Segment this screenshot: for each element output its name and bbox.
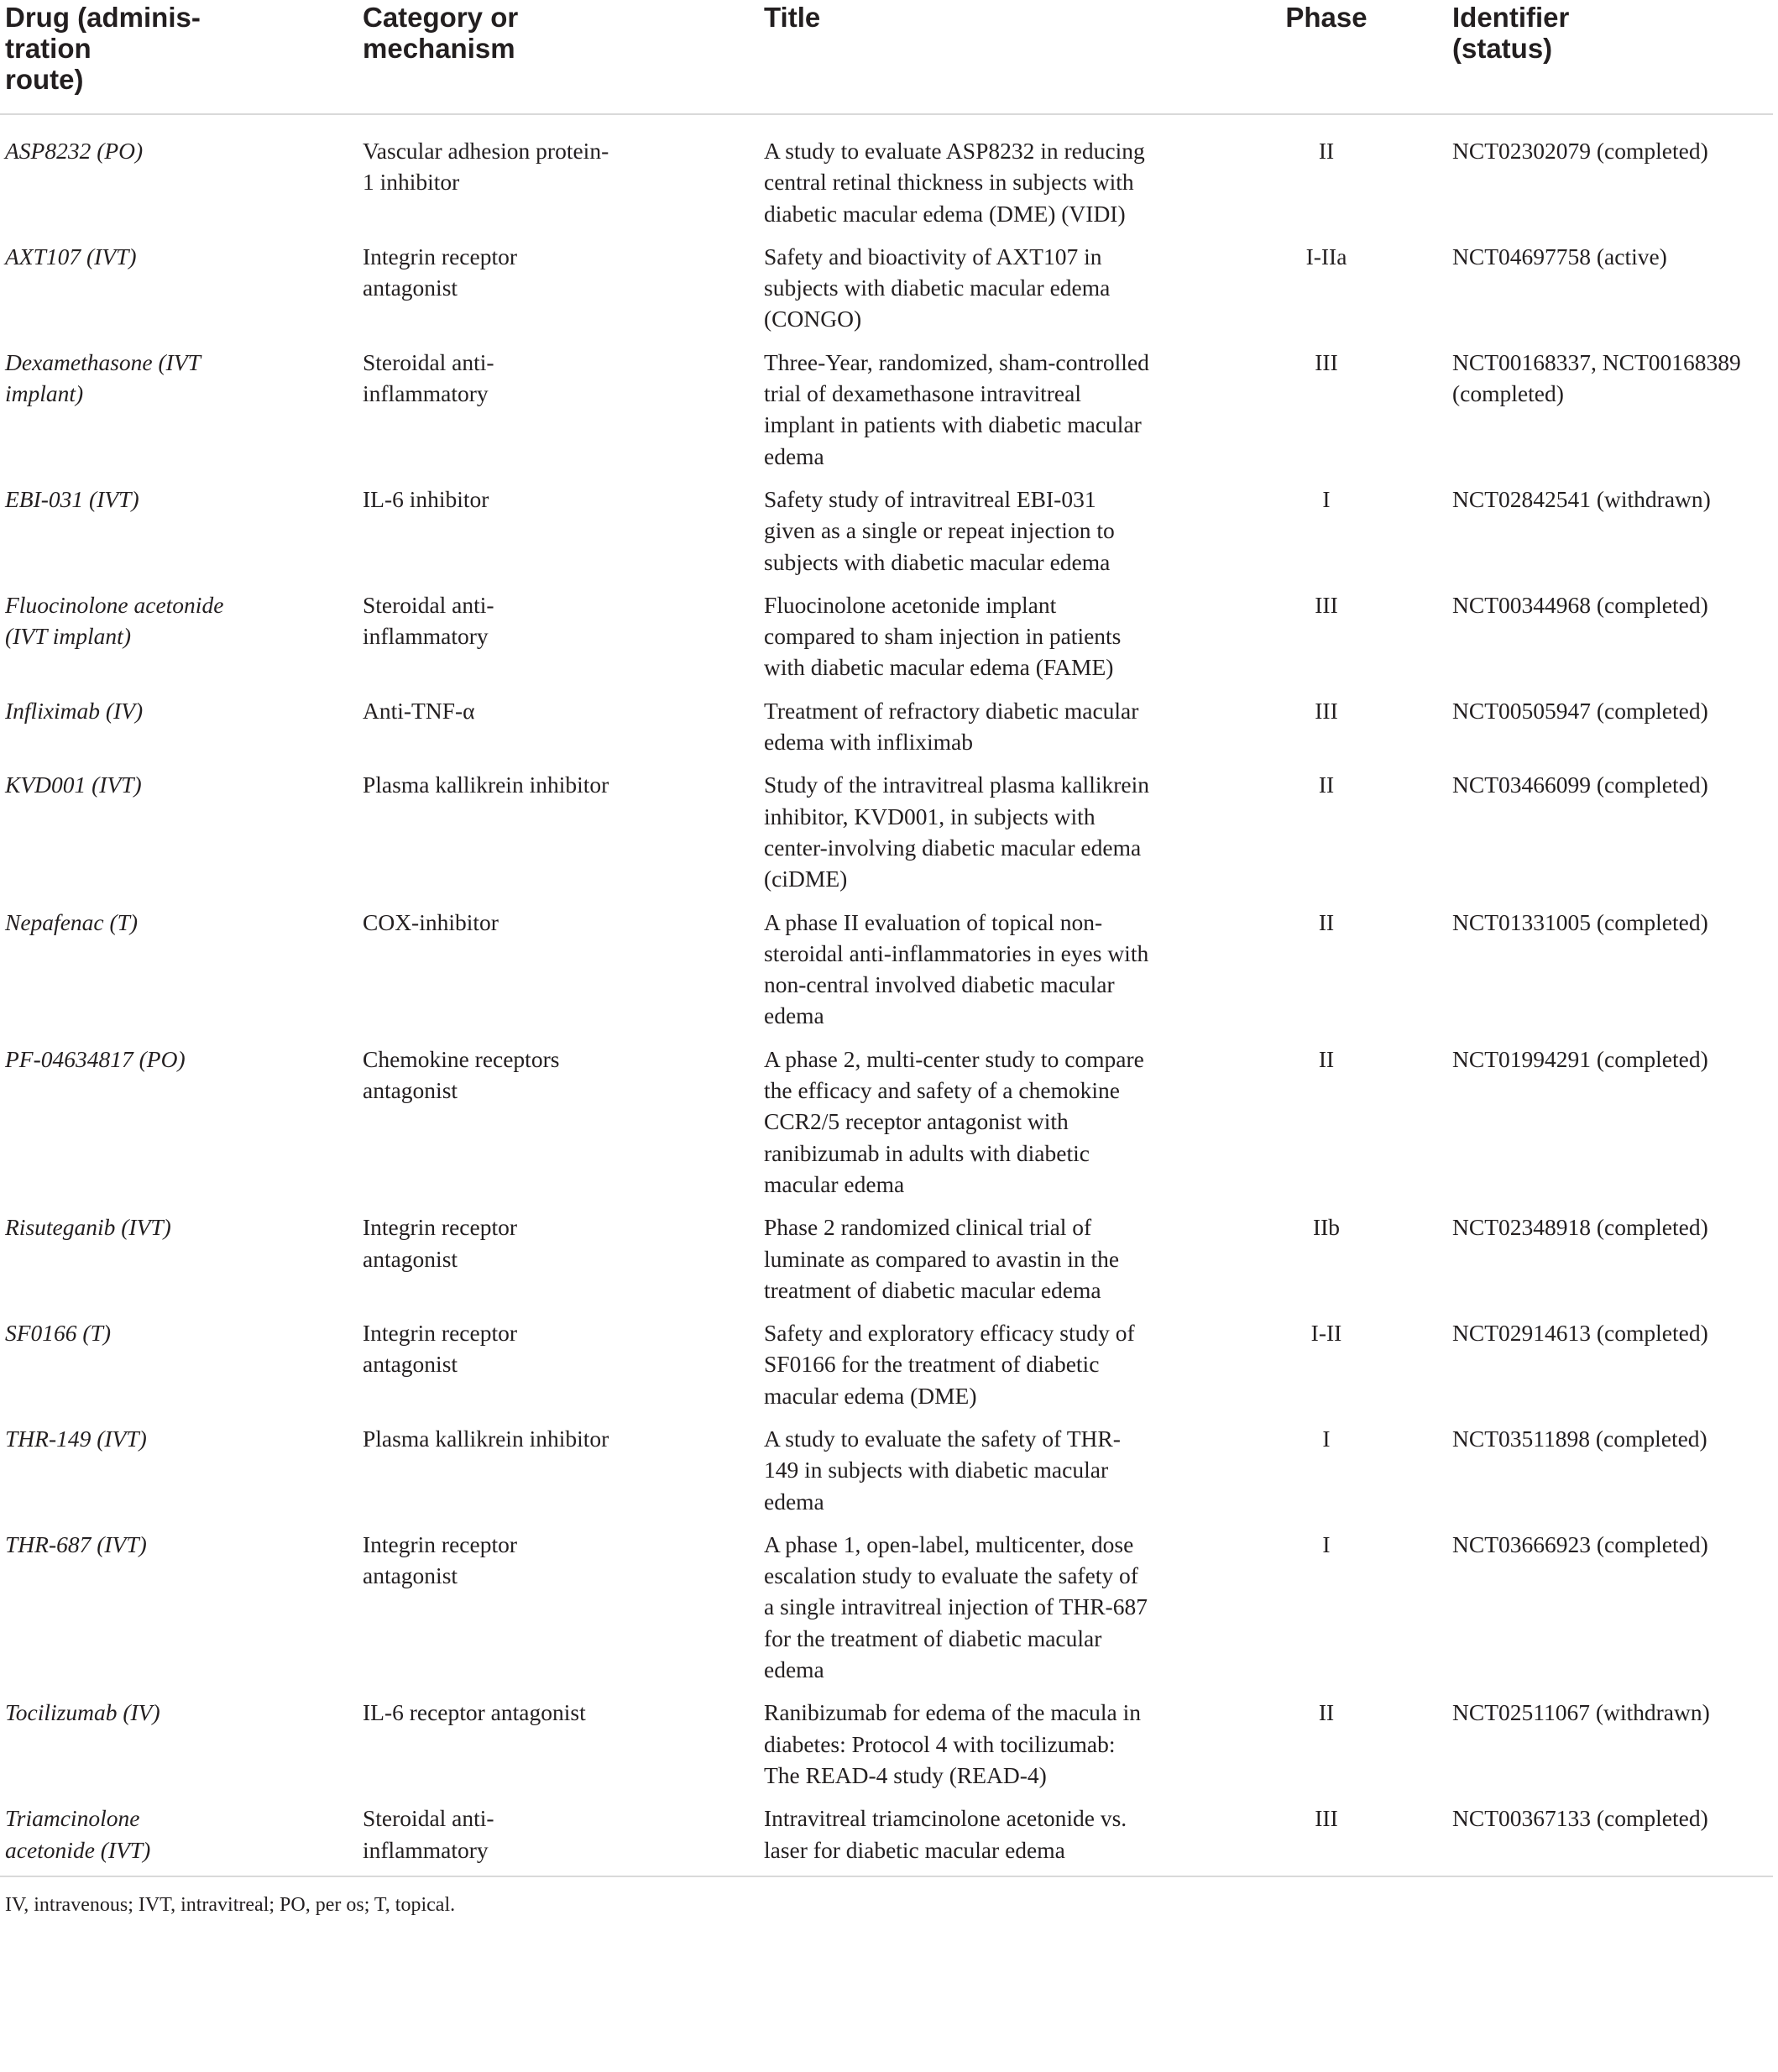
cell-drug-text: PF-04634817 (PO) — [5, 1045, 186, 1072]
cell-drug-text: Nepafenac (T) — [5, 908, 139, 935]
header-phase-label: Phase — [1285, 2, 1367, 33]
cell-phase — [1200, 1423, 1452, 1529]
cell-title — [764, 347, 1200, 484]
cell-phase — [1200, 1317, 1452, 1423]
cell-identifier-text: NCT01994291 (completed) — [1452, 1045, 1708, 1072]
cell-title-text: Study of the intravitreal plasma kallikrein inhibitor, KVD001, in subjects with center-involving diabetic macular edema (ciDME) — [764, 772, 1149, 892]
cell-identifier-text: NCT00168337, NCT00168389 (completed) — [1452, 348, 1741, 407]
table-row — [0, 1044, 1773, 1211]
cell-category-text: Chemokine receptors antagonist — [363, 1045, 560, 1104]
cell-title — [764, 241, 1200, 347]
table-row — [0, 484, 1773, 589]
cell-phase — [1200, 484, 1452, 589]
table-row — [0, 695, 1773, 770]
cell-drug — [0, 347, 363, 484]
table-row — [0, 1697, 1773, 1803]
cell-title-text: A phase 2, multi-center study to compare the efficacy and safety of a chemokine CCR2/5 receptor antagonist with ranibizumab in adults with diabetic macular edema — [764, 1045, 1144, 1197]
cell-title-text: Safety and bioactivity of AXT107 in subjects with diabetic macular edema (CONGO) — [764, 243, 1111, 332]
header-title-label: Title — [764, 2, 821, 33]
cell-category — [363, 1044, 764, 1211]
cell-category — [363, 1803, 764, 1876]
cell-drug-text: Triamcinolone acetonide (IVT) — [5, 1805, 151, 1863]
table-row — [0, 589, 1773, 695]
cell-title-text: Phase 2 randomized clinical trial of luminate as compared to avastin in the treatment of diabetic macular edema — [764, 1214, 1120, 1303]
cell-drug — [0, 1697, 363, 1803]
cell-identifier — [1452, 907, 1773, 1044]
cell-phase-text: I-IIa — [1305, 243, 1347, 269]
cell-phase — [1200, 1803, 1452, 1876]
cell-category-text: IL-6 receptor antagonist — [363, 1699, 586, 1726]
cell-identifier — [1452, 1697, 1773, 1803]
cell-drug — [0, 1423, 363, 1529]
cell-identifier — [1452, 769, 1773, 906]
cell-phase — [1200, 589, 1452, 695]
cell-title — [764, 1529, 1200, 1697]
cell-title-text: Three-Year, randomized, sham-controlled trial of dexamethasone intravitreal implant in patients with diabetic macular edema — [764, 348, 1149, 469]
cell-drug-text: THR-687 (IVT) — [5, 1530, 147, 1557]
cell-phase-text: I — [1322, 485, 1331, 512]
cell-drug — [0, 589, 363, 695]
cell-drug — [0, 907, 363, 1044]
cell-phase — [1200, 1697, 1452, 1803]
cell-phase-text: I — [1322, 1530, 1331, 1557]
cell-title — [764, 907, 1200, 1044]
cell-drug-text: THR-149 (IVT) — [5, 1425, 147, 1452]
cell-drug-text: Dexamethasone (IVT implant) — [5, 348, 201, 407]
cell-category-text: COX-inhibitor — [363, 908, 499, 935]
cell-identifier — [1452, 1211, 1773, 1317]
cell-phase-text: I — [1322, 1425, 1331, 1452]
cell-identifier — [1452, 241, 1773, 347]
cell-phase — [1200, 241, 1452, 347]
cell-title — [764, 1044, 1200, 1211]
cell-title-text: Safety and exploratory efficacy study of SF0166 for the treatment of diabetic macular edema (DME) — [764, 1320, 1135, 1409]
table-row — [0, 769, 1773, 906]
cell-phase-text: II — [1318, 1045, 1335, 1072]
cell-phase — [1200, 1044, 1452, 1211]
cell-title — [764, 1423, 1200, 1529]
header-category-label: Category or mechanism — [363, 2, 519, 64]
cell-drug-text: Tocilizumab (IV) — [5, 1699, 160, 1726]
cell-category — [363, 1317, 764, 1423]
cell-title — [764, 484, 1200, 589]
cell-category — [363, 1697, 764, 1803]
cell-phase-text: III — [1315, 591, 1338, 618]
cell-identifier-text: NCT03511898 (completed) — [1452, 1425, 1707, 1452]
cell-drug — [0, 1211, 363, 1317]
cell-phase — [1200, 769, 1452, 906]
cell-category-text: IL-6 inhibitor — [363, 485, 489, 512]
cell-category — [363, 1211, 764, 1317]
cell-phase — [1200, 1211, 1452, 1317]
cell-identifier-text: NCT04697758 (active) — [1452, 243, 1667, 269]
cell-title — [764, 1317, 1200, 1423]
cell-drug-text: Risuteganib (IVT) — [5, 1214, 171, 1241]
cell-phase-text: III — [1315, 1805, 1338, 1832]
header-identifier — [1452, 0, 1773, 114]
cell-drug — [0, 484, 363, 589]
cell-phase-text: I-II — [1310, 1320, 1342, 1347]
table-row — [0, 241, 1773, 347]
cell-category-text: Plasma kallikrein inhibitor — [363, 772, 609, 798]
cell-title-text: Safety study of intravitreal EBI-031 given as a single or repeat injection to subjects with diabetic macular edema — [764, 485, 1115, 575]
cell-drug-text: ASP8232 (PO) — [5, 138, 144, 164]
cell-identifier-text: NCT00344968 (completed) — [1452, 591, 1708, 618]
cell-drug — [0, 769, 363, 906]
header-identifier-label: Identifier (status) — [1452, 2, 1570, 64]
cell-drug-text: AXT107 (IVT) — [5, 243, 137, 269]
cell-title-text: A phase 1, open-label, multicenter, dose escalation study to evaluate the safety of a single intravitreal injection of THR-687 for the treatment of diabetic macular edema — [764, 1530, 1148, 1683]
cell-phase-text: II — [1318, 772, 1335, 798]
cell-drug — [0, 695, 363, 770]
cell-phase-text: III — [1315, 348, 1338, 375]
cell-drug — [0, 1529, 363, 1697]
cell-category — [363, 484, 764, 589]
cell-drug-text: KVD001 (IVT) — [5, 772, 142, 798]
cell-identifier-text: NCT02302079 (completed) — [1452, 138, 1708, 164]
cell-title-text: A study to evaluate ASP8232 in reducing central retinal thickness in subjects with diabetic macular edema (DME) (VIDI) — [764, 138, 1145, 227]
cell-identifier-text: NCT00505947 (completed) — [1452, 697, 1708, 724]
cell-title — [764, 1211, 1200, 1317]
cell-category — [363, 114, 764, 241]
cell-identifier — [1452, 114, 1773, 241]
cell-identifier-text: NCT02511067 (withdrawn) — [1452, 1699, 1710, 1726]
cell-identifier-text: NCT02842541 (withdrawn) — [1452, 485, 1711, 512]
cell-title-text: A phase II evaluation of topical non-steroidal anti-inflammatories in eyes with non-central involved diabetic macular edema — [764, 908, 1149, 1029]
cell-title — [764, 1803, 1200, 1876]
cell-identifier — [1452, 695, 1773, 770]
cell-drug-text: Infliximab (IV) — [5, 697, 144, 724]
cell-category — [363, 241, 764, 347]
cell-title-text: Ranibizumab for edema of the macula in diabetes: Protocol 4 with tocilizumab: The READ-4 study (READ-4) — [764, 1699, 1141, 1788]
table-row — [0, 1423, 1773, 1529]
cell-category-text: Plasma kallikrein inhibitor — [363, 1425, 609, 1452]
cell-category-text: Steroidal anti-inflammatory — [363, 591, 494, 650]
cell-title-text: Fluocinolone acetonide implant compared to sham injection in patients with diabetic macular edema (FAME) — [764, 591, 1122, 681]
cell-category-text: Steroidal anti-inflammatory — [363, 348, 494, 407]
cell-identifier — [1452, 1423, 1773, 1529]
table-row — [0, 907, 1773, 1044]
cell-drug — [0, 1803, 363, 1876]
cell-category-text: Integrin receptor antagonist — [363, 1214, 518, 1272]
cell-drug-text: Fluocinolone acetonide (IVT implant) — [5, 591, 224, 650]
cell-category — [363, 1423, 764, 1529]
header-category — [363, 0, 764, 114]
table-row — [0, 114, 1773, 241]
cell-category-text: Integrin receptor antagonist — [363, 1530, 518, 1589]
cell-identifier — [1452, 1529, 1773, 1697]
header-title — [764, 0, 1200, 114]
cell-phase-text: II — [1318, 1699, 1335, 1726]
cell-title — [764, 589, 1200, 695]
cell-identifier-text: NCT01331005 (completed) — [1452, 908, 1708, 935]
cell-category — [363, 1529, 764, 1697]
cell-identifier-text: NCT02348918 (completed) — [1452, 1214, 1708, 1241]
cell-phase — [1200, 907, 1452, 1044]
cell-identifier — [1452, 1044, 1773, 1211]
cell-phase-text: IIb — [1312, 1214, 1341, 1241]
header-phase — [1200, 0, 1452, 114]
cell-title — [764, 695, 1200, 770]
cell-identifier-text: NCT00367133 (completed) — [1452, 1805, 1708, 1832]
cell-identifier-text: NCT02914613 (completed) — [1452, 1320, 1708, 1347]
table-row — [0, 1211, 1773, 1317]
cell-category — [363, 347, 764, 484]
cell-drug-text: EBI-031 (IVT) — [5, 485, 139, 512]
cell-phase-text: III — [1315, 697, 1338, 724]
cell-category — [363, 769, 764, 906]
table-body — [0, 114, 1773, 1876]
cell-identifier — [1452, 484, 1773, 589]
cell-category-text: Steroidal anti-inflammatory — [363, 1805, 494, 1863]
cell-identifier — [1452, 1803, 1773, 1876]
cell-category — [363, 589, 764, 695]
cell-phase-text: II — [1318, 138, 1335, 164]
cell-title — [764, 769, 1200, 906]
cell-category-text: Integrin receptor antagonist — [363, 243, 518, 301]
cell-drug — [0, 1317, 363, 1423]
cell-identifier-text: NCT03466099 (completed) — [1452, 772, 1708, 798]
cell-drug — [0, 114, 363, 241]
cell-identifier — [1452, 1317, 1773, 1423]
table-row — [0, 1317, 1773, 1423]
cell-phase — [1200, 695, 1452, 770]
table-row — [0, 347, 1773, 484]
cell-identifier-text: NCT03666923 (completed) — [1452, 1530, 1708, 1557]
table-row — [0, 1529, 1773, 1697]
header-drug — [0, 0, 363, 114]
cell-phase-text: II — [1318, 908, 1335, 935]
cell-phase — [1200, 347, 1452, 484]
table-header-row — [0, 0, 1773, 114]
table-row — [0, 1803, 1773, 1876]
cell-category — [363, 695, 764, 770]
cell-category — [363, 907, 764, 1044]
cell-category-text: Vascular adhesion protein-1 inhibitor — [363, 138, 609, 196]
cell-category-text: Anti-TNF-α — [363, 697, 475, 724]
cell-drug — [0, 241, 363, 347]
cell-title-text: Intravitreal triamcinolone acetonide vs. laser for diabetic macular edema — [764, 1805, 1127, 1863]
cell-identifier — [1452, 589, 1773, 695]
cell-phase — [1200, 114, 1452, 241]
cell-category-text: Integrin receptor antagonist — [363, 1320, 518, 1378]
cell-drug — [0, 1044, 363, 1211]
table-footnote: IV, intravenous; IVT, intravitreal; PO, per os; T, topical. — [5, 1893, 456, 1916]
cell-drug-text: SF0166 (T) — [5, 1320, 112, 1347]
cell-title-text: A study to evaluate the safety of THR-149 in subjects with diabetic macular edema — [764, 1425, 1121, 1515]
cell-title — [764, 114, 1200, 241]
cell-title — [764, 1697, 1200, 1803]
cell-identifier — [1452, 347, 1773, 484]
header-drug-label: Drug (adminis- tration route) — [5, 2, 201, 95]
cell-phase — [1200, 1529, 1452, 1697]
cell-title-text: Treatment of refractory diabetic macular edema with infliximab — [764, 697, 1139, 756]
